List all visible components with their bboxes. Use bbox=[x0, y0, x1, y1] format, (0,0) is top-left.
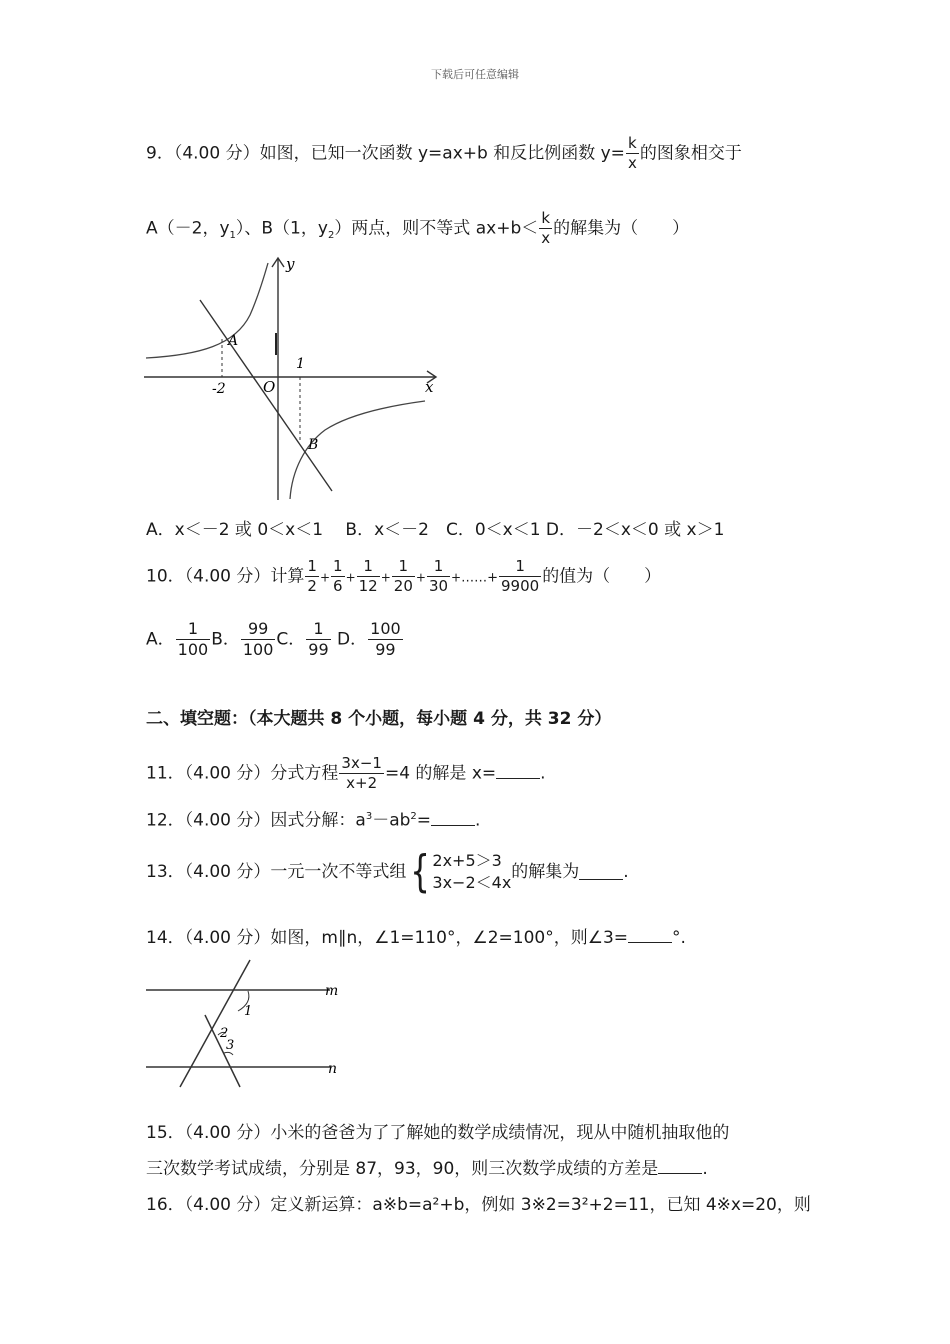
y-axis-label: y bbox=[286, 255, 295, 273]
question-text: 定义新运算：a※b=a²+b，例如 3※2=3²+2=11，已知 4※x=20，则 bbox=[270, 1195, 811, 1215]
option-d-fraction: $\frac{100}{99}$ bbox=[370, 619, 401, 659]
question-9-options: A．x＜－2 或 0＜x＜1 B．x＜－2 C．0＜x＜1 D．－2＜x＜0 或 x＞1 bbox=[146, 520, 725, 540]
inequality-2: 3x−2＜4x bbox=[432, 873, 512, 892]
question-text: 分式方程 bbox=[270, 763, 339, 784]
question-number: 11． bbox=[146, 763, 185, 784]
option-b-fraction: $\frac{99}{100}$ bbox=[242, 619, 274, 659]
plus-sign: + bbox=[451, 570, 462, 585]
question-16-line-1 bbox=[146, 1194, 811, 1216]
line-n-label: n bbox=[328, 1061, 338, 1077]
option-d-label: D． bbox=[337, 629, 368, 650]
fraction: $\frac{1}{9900}$ bbox=[501, 557, 540, 595]
option-a-label: A． bbox=[146, 629, 175, 650]
origin-label: O bbox=[263, 378, 276, 396]
question-score: （4.00 分） bbox=[184, 1123, 271, 1143]
period: . bbox=[623, 862, 629, 882]
question-text: 小米的爸爸为了了解她的数学成绩情况，现从中随机抽取他的 bbox=[270, 1123, 730, 1143]
question-11 bbox=[146, 756, 546, 791]
question-10-options bbox=[146, 621, 404, 658]
question-text: 一元一次不等式组 bbox=[270, 862, 407, 882]
inequality-1: 2x+5＞3 bbox=[432, 851, 502, 870]
question-score: （4.00 分） bbox=[184, 810, 271, 831]
text: 的解集为（ ） bbox=[553, 218, 690, 239]
question-score: （4.00 分） bbox=[184, 928, 271, 948]
question-9-line-1 bbox=[146, 136, 742, 171]
superscript: 2 bbox=[410, 811, 417, 822]
subscript: 2 bbox=[327, 229, 335, 241]
plus-sign: + bbox=[415, 570, 426, 585]
answer-blank[interactable] bbox=[496, 764, 540, 779]
question-text: －ab bbox=[372, 810, 411, 831]
question-text: 计算 bbox=[270, 566, 305, 587]
question-9-graph bbox=[140, 255, 445, 505]
question-text: 如图，m∥n，∠1=110°，∠2=100°，则∠3= bbox=[270, 928, 629, 948]
tick-label-neg2: -2 bbox=[212, 381, 226, 397]
system-brace: { bbox=[410, 846, 431, 897]
question-9-line-2 bbox=[146, 211, 689, 247]
angle-1-label: 1 bbox=[244, 1004, 253, 1019]
text: ）两点，则不等式 ax+b＜ bbox=[334, 218, 539, 239]
question-score: （4.00 分） bbox=[184, 763, 271, 784]
question-14-figure bbox=[140, 955, 360, 1090]
fraction: $\frac{1}{2}$ bbox=[307, 557, 317, 595]
question-text: 的值为（ ） bbox=[542, 566, 662, 587]
option-b-label: B． bbox=[211, 629, 240, 650]
question-number: 15． bbox=[146, 1123, 185, 1143]
angle-2-label: 2 bbox=[220, 1026, 229, 1041]
period: . bbox=[540, 763, 546, 784]
question-10-line-1 bbox=[146, 559, 661, 594]
subscript: 1 bbox=[229, 229, 236, 241]
question-score: （4.00 分） bbox=[184, 566, 271, 587]
question-score: （4.00 分） bbox=[173, 143, 260, 164]
transversal-1 bbox=[180, 960, 253, 1087]
answer-blank[interactable] bbox=[431, 811, 475, 826]
question-text: 如图，已知一次函数 y=ax+b 和反比例函数 y= bbox=[259, 143, 625, 164]
question-text: 因式分解：a bbox=[270, 810, 366, 831]
ellipsis: ……+ bbox=[461, 570, 498, 586]
question-15-line-2 bbox=[146, 1158, 708, 1180]
question-number: 10． bbox=[146, 566, 185, 587]
text: A（－2，y bbox=[146, 218, 230, 239]
degree-period: °. bbox=[672, 928, 686, 948]
question-15-line-1 bbox=[146, 1122, 729, 1144]
question-text: 的图象相交于 bbox=[639, 143, 742, 164]
question-14 bbox=[146, 927, 686, 949]
page-header: 下载后可任意编辑 bbox=[431, 68, 519, 81]
fraction: $\frac{3x-1}{x+2}$ bbox=[341, 754, 382, 792]
answer-blank[interactable] bbox=[628, 928, 672, 943]
line-m-label: m bbox=[325, 983, 339, 999]
option-a-fraction: $\frac{1}{100}$ bbox=[177, 619, 209, 659]
x-axis-label: x bbox=[425, 378, 434, 396]
fraction: $\frac{1}{30}$ bbox=[428, 557, 449, 595]
fraction-k-over-x: $\frac{k}{x}$ bbox=[541, 209, 551, 247]
tick-label-1: 1 bbox=[296, 356, 305, 372]
section-heading: 二、填空题：（本大题共 8 个小题，每小题 4 分，共 32 分） bbox=[146, 709, 612, 729]
question-number: 13． bbox=[146, 862, 185, 882]
question-text: 三次数学考试成绩，分别是 87，93，90，则三次数学成绩的方差是 bbox=[146, 1159, 659, 1179]
point-b-label: B bbox=[308, 437, 319, 453]
question-12 bbox=[146, 806, 480, 832]
question-score: （4.00 分） bbox=[184, 862, 271, 882]
text: ）、B（1，y bbox=[235, 218, 328, 239]
plus-sign: + bbox=[319, 570, 331, 585]
fraction-k-over-x: $\frac{k}{x}$ bbox=[627, 134, 637, 172]
superscript: 3 bbox=[365, 811, 373, 822]
question-score: （4.00 分） bbox=[184, 1195, 271, 1215]
question-number: 14． bbox=[146, 928, 185, 948]
question-number: 12． bbox=[146, 810, 185, 831]
question-number: 16． bbox=[146, 1195, 185, 1215]
plus-sign: + bbox=[345, 570, 356, 585]
fraction: $\frac{1}{12}$ bbox=[358, 557, 378, 595]
option-c-fraction: $\frac{1}{99}$ bbox=[308, 619, 329, 659]
fraction: $\frac{1}{20}$ bbox=[393, 557, 413, 595]
angle-3-label: 3 bbox=[226, 1038, 235, 1053]
answer-blank[interactable] bbox=[658, 1159, 702, 1174]
answer-blank[interactable] bbox=[579, 865, 623, 880]
point-a-label: A bbox=[228, 333, 239, 349]
question-text: 的解集为 bbox=[511, 862, 580, 882]
inequality-system bbox=[432, 850, 511, 894]
option-c-label: C． bbox=[276, 629, 306, 650]
period: . bbox=[702, 1159, 708, 1179]
question-number: 9． bbox=[146, 143, 174, 164]
question-text: =4 的解是 x= bbox=[384, 763, 497, 784]
fraction: $\frac{1}{6}$ bbox=[333, 557, 343, 595]
question-text: = bbox=[416, 810, 432, 831]
question-13 bbox=[146, 846, 629, 897]
period: . bbox=[475, 810, 481, 831]
plus-sign: + bbox=[380, 570, 391, 585]
